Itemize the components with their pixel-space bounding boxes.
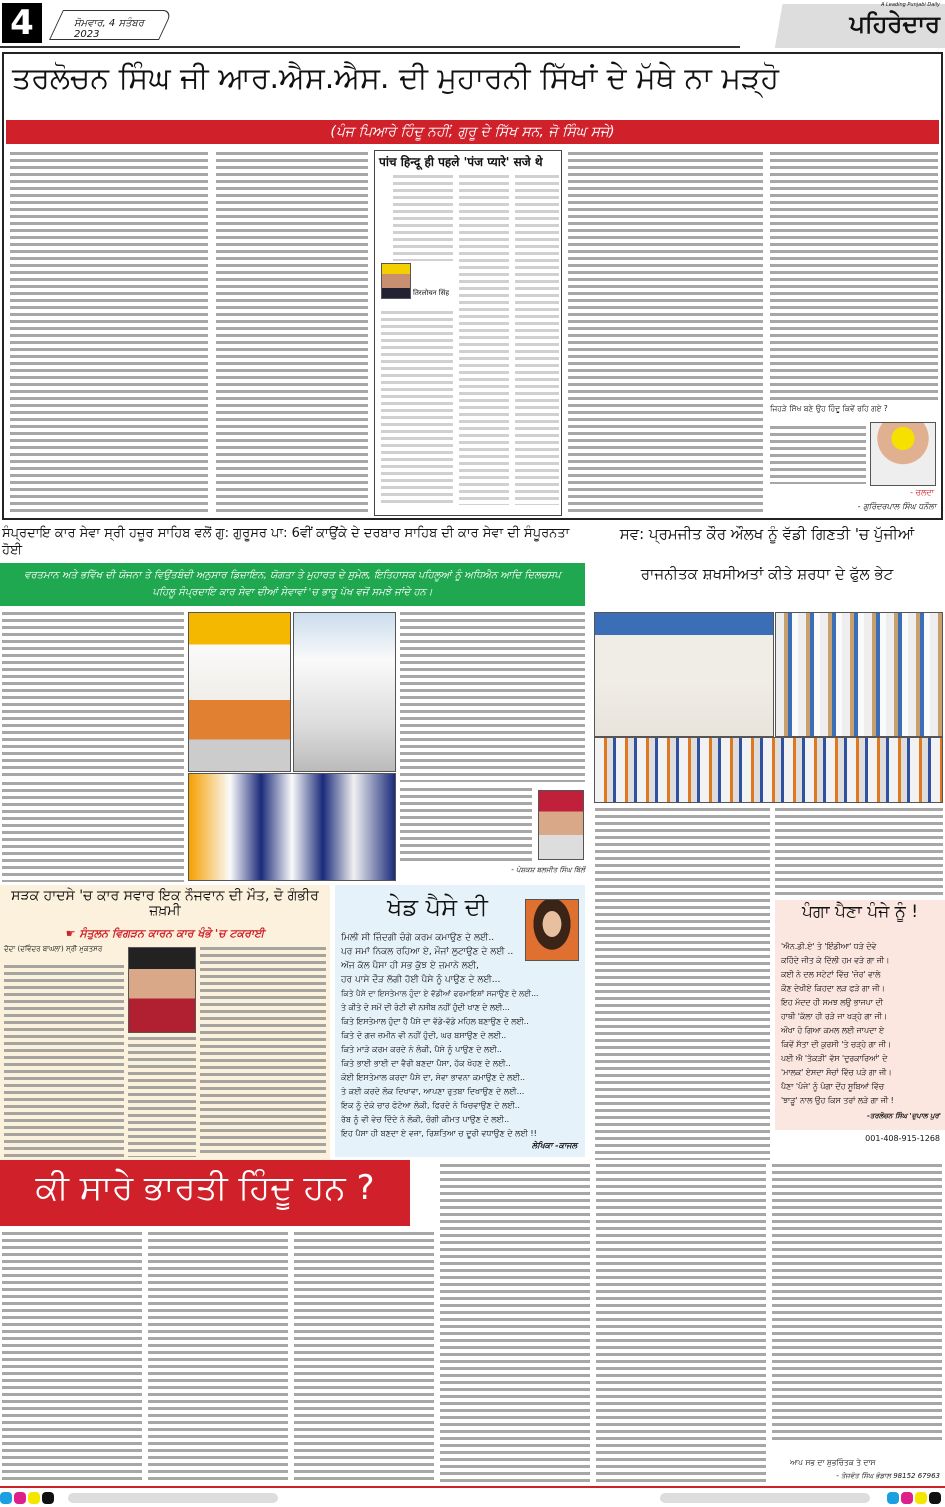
poem-panga-phone: 001-408-915-1268 (865, 1134, 940, 1143)
aulakh-photo-crowd (775, 612, 943, 737)
poem-money (335, 885, 585, 1157)
karsewa-col-2 (400, 612, 585, 782)
poem-line: ਇਹ ਪੈਸਾ ਹੀ ਬਣਦਾ ਏ ਵਜਾ, ਰਿਸ਼ਤਿਆ ਚ ਦੂਰੀ ਵਧਾਉਣ ਦੇ ਲਈ !! (341, 1129, 537, 1138)
hindu-headline-box (0, 1160, 410, 1226)
crash-subhead: ☛ ਸੰਤੁਲਨ ਵਿਗੜਨ ਕਾਰਨ ਕਾਰ ਖੰਭੇ 'ਚ ਟਕਰਾਈ (65, 927, 265, 940)
karsewa-photo-2 (293, 612, 396, 772)
hindu-col-6 (772, 1164, 942, 1444)
author-photo (870, 422, 936, 486)
lead-column-3 (568, 152, 763, 516)
boxed-article (374, 150, 562, 516)
boxed-text (393, 175, 453, 261)
poem-line: ਕਿਤੇ ਮਾੜੇ ਕਰਮ ਕਰਦੇ ਨੇ ਲੋਕੀ, ਪੈਸੇ ਨੂੰ ਪਾਉਣ ਦੇ ਲਈ.. (341, 1045, 502, 1054)
boxed-text (515, 175, 559, 505)
lead-subhead-bar: (ਪੰਜ ਪਿਆਰੇ ਹਿੰਦੂ ਨਹੀਂ, ਗੁਰੂ ਦੇ ਸਿੱਖ ਸਨ, ਜੋ ਸਿੰਘ ਸਜੇ) (6, 120, 939, 144)
cyan-swatch (887, 1492, 899, 1504)
poem-money-lines (341, 931, 579, 1141)
page-number: 4 (2, 3, 42, 43)
lead-closing: ਜਿਹੜੇ ਸਿੱਖ ਬਣੇ ਉਹ ਹਿੰਦੂ ਕਿਵੇਂ ਰਹਿ ਗਏ ? (770, 404, 888, 413)
karsewa-photo-3 (188, 773, 396, 881)
poem-panga-lines (781, 940, 941, 1108)
karsewa-photo-1 (188, 612, 291, 772)
karsewa-col-1 (2, 612, 184, 778)
magenta-swatch (14, 1492, 26, 1504)
crash-col-2 (200, 947, 326, 1157)
footer-rule (0, 1486, 945, 1488)
hindu-col-2 (148, 1232, 288, 1484)
poem-line: 'ਮਾਲਕ' ਏਸਦਾ ਸੋਚਾਂ ਵਿੱਚ ਪੜੇ ਗਾ ਜੀ। (781, 1068, 892, 1077)
date: ਸੋਮਵਾਰ, 4 ਸਤੰਬਰ 2023 (74, 18, 144, 40)
masthead-logo: ਪਹਿਰੇਦਾਰ (849, 10, 940, 38)
poem-line: ਅੱਜ ਕੱਲ ਪੈਸਾ ਹੀ ਸਭ ਕੁੱਝ ਏ ਜ਼ਮਾਨੇ ਲਈ, (341, 961, 479, 971)
aulakh-col-1 (595, 808, 770, 1160)
aulakh-photo-gathering (594, 737, 943, 803)
poem-line: ਇਹ ਮੱਦਦ ਹੀ ਸਮਝ ਲਉ ਭਾਜਪਾ ਦੀ (781, 998, 884, 1007)
aulakh-photo-speakers (594, 612, 774, 737)
hindu-col-4 (440, 1164, 590, 1484)
poem-line: 'ਐਨ.ਡੀ.ਏ' ਤੇ 'ਇੰਡੀਆ' ਧੜੇ ਦੋਵੇ (781, 942, 877, 951)
boxed-headline: पांच हिन्दू ही पहले 'पंज प्यारे' सजे थे (379, 155, 543, 169)
magenta-swatch (901, 1492, 913, 1504)
author-photo (381, 263, 411, 299)
hindu-signoff: ਆਪ ਸਭ ਦਾ ਸ਼ੁਭਚਿੰਤਕ ਤੇ ਦਾਸ (790, 1458, 876, 1467)
poem-line: ਕਈ ਨੇ ਦਲ ਸਟੇਟਾਂ ਵਿੱਚ 'ਜ਼ੋਰ' ਵਾਲੇ (781, 970, 881, 979)
poem-money-title: ਖੇਡ ਪੈਸੇ ਦੀ (387, 893, 488, 921)
poem-line: ਕੋਈ ਇਸਤੇਮਾਲ ਕਰਦਾ ਪੈਸੇ ਦਾ, ਸੇਵਾ ਭਾਵਨਾ ਕਮਾਉਣ ਦੇ ਲਈ.. (341, 1073, 526, 1082)
aulakh-headline-1: ਸਵ: ਪ੍ਰਮਜੀਤ ਕੌਰ ਔਲਖ ਨੂੰ ਵੱਡੀ ਗਿਣਤੀ 'ਚ ਪੁੱਜੀਆਂ (619, 525, 915, 543)
page-header (0, 0, 945, 48)
gray-bar (660, 1493, 870, 1503)
aulakh-col-2 (775, 808, 943, 896)
hindu-headline: ਕੀ ਸਾਰੇ ਭਾਰਤੀ ਹਿੰਦੂ ਹਨ ? (35, 1168, 375, 1208)
lead-tag: - ਚਲਦਾ (910, 488, 934, 497)
karsewa-col-bottom (2, 782, 184, 882)
black-swatch (929, 1492, 941, 1504)
boxed-author: तिरलोचन सिंह (413, 289, 450, 297)
poem-panga-author: -ਤਰਲੋਚਨ ਸਿੰਘ 'ਦੁਪਾਲ ਪੁਰ' (866, 1112, 941, 1120)
karsewa-headline: ਸੰਪ੍ਰਦਾਇ ਕਾਰ ਸੇਵਾ ਸ੍ਰੀ ਹਜ਼ੂਰ ਸਾਹਿਬ ਵਲੋਂ ਗੁ: ਗੁਰੂਸਰ ਪਾ: 6ਵੀਂ ਕਾਉਂਕੇ ਦੇ ਦਰਬਾਰ ਸਾਹਿਬ ਦੀ ਕਾਰ ਸੇਵਾ ਦੀ ਸੰਪੂਰਨਤਾ ਹੋਈ (2, 526, 570, 558)
poem-line: ਤੇ ਕਈ ਕਰਦੇ ਲੋਕ ਦਿਖਾਵਾ, ਆਪਣਾ ਰੁਤਬਾ ਦਿਖਾਉਣ ਦੇ ਲਈ... (341, 1087, 525, 1096)
poem-line: ਮਿਲੀ ਸੀ ਜ਼ਿੰਦਗੀ ਚੰਗੇ ਕਰਮ ਕਮਾਉਣ ਦੇ ਲਈ.. (341, 933, 495, 943)
crash-col-1 (4, 965, 124, 1157)
crash-col-1b (128, 1037, 196, 1157)
lead-column-1 (10, 152, 208, 516)
crash-headline: ਸੜਕ ਹਾਦਸੇ 'ਚ ਕਾਰ ਸਵਾਰ ਇਕ ਨੌਜਵਾਨ ਦੀ ਮੌਤ, ਦੋ ਗੰਭੀਰ ਜ਼ਖ਼ਮੀ (11, 888, 319, 920)
lead-column-4b (770, 426, 866, 484)
color-registration-marks (0, 1492, 945, 1506)
poem-panga (775, 900, 945, 1130)
hindu-col-1 (2, 1232, 142, 1484)
poem-line: ਕਿਤੇ ਇਸਤੇਮਾਲ ਹੁੰਦਾ ਹੈ ਪੈਸੇ ਦਾ ਵੱਡੇ-ਵੱਡੇ ਮਹਿਲ ਬਣਾਉਣ ਦੇ ਲਈ.. (341, 1017, 529, 1026)
poem-line: ਰੱਬ ਨੂੰ ਵੀ ਵੇਚ ਦਿੰਦੇ ਨੇ ਲੋਕੀ, ਚੰਗੀ ਕੀਮਤ ਪਾਉਣ ਦੇ ਲਈ.. (341, 1115, 510, 1124)
crash-victim-photo (128, 947, 196, 1033)
gray-bar (68, 1493, 278, 1503)
poem-line: ਤੇ ਕੀਤੇ ਦੋ ਸਮੇਂ ਦੀ ਰੋਟੀ ਵੀ ਨਸੀਬ ਨਹੀਂ ਹੁੰਦੀ ਖਾਣ ਦੇ ਲਈ... (341, 1003, 510, 1012)
aulakh-headline-2: ਰਾਜਨੀਤਕ ਸ਼ਖਸੀਅਤਾਂ ਕੀਤੇ ਸ਼ਰਧਾ ਦੇ ਫੁੱਲ ਭੇਟ (640, 565, 894, 583)
poem-line: ਪਰ ਸਮਾਂ ਨਿਕਲ ਰਹਿਆ ਏ, ਮੌਜਾਂ ਲੁਟਾਉਣ ਦੇ ਲਈ .. (341, 947, 514, 957)
poem-line: ਕਹਿੰਦੇ ਜੀਤ ਕੇ ਦਿੱਲੀ ਹਮ ਵੜੇ ਗਾ ਜੀ। (781, 956, 890, 965)
boxed-text (381, 311, 453, 507)
hindu-col-5 (596, 1164, 766, 1484)
poem-line: ਹਾਥੀ 'ਕੱਲਾ ਹੀ ਰੜੇ ਜਾ ਖੜ੍ਹੇ ਗਾ ਜੀ। (781, 1012, 888, 1021)
poem-panga-title: ਪੰਗਾ ਪੈਣਾ ਪੰਜੇ ਨੂੰ ! (801, 902, 919, 922)
lead-column-2 (216, 152, 368, 516)
poem-line: ਹਰ ਪਾਸੇ ਦੌੜ ਲੱਗੀ ਹੋਈ ਪੈਸੇ ਨੂੰ ਪਾਉਣ ਦੇ ਲਈ... (341, 975, 501, 985)
lead-byline: - ਗੁਰਿੰਦਰਪਾਲ ਸਿੰਘ ਧਨੌਲਾ (857, 502, 936, 511)
hindu-byline: - ਤੇਜਵੰਤ ਸਿੰਘ ਭੰਡਾਲ 98152 67963 (836, 1472, 940, 1480)
hindu-col-3 (294, 1232, 434, 1484)
lead-article (2, 52, 943, 520)
poem-line: ਕਿਤੇ ਦੋ ਗਜ਼ ਜ਼ਮੀਨ ਵੀ ਨਹੀਂ ਹੁੰਦੀ, ਘਰ ਬਸਾਉਣ ਦੇ ਲਈ.. (341, 1031, 507, 1040)
lead-headline: ਤਰਲੋਚਨ ਸਿੰਘ ਜੀ ਆਰ.ਐਸ.ਐਸ. ਦੀ ਮੁਹਾਰਨੀ ਸਿੱਖਾਂ ਦੇ ਮੱਥੇ ਨਾ ਮੜ੍ਹੋ (12, 61, 780, 96)
poem-line: ਕਿਤੇ ਪੈਸੇ ਦਾ ਇਸਤੇਮਾਲ ਹੁੰਦਾ ਏ ਵੱਡੀਆਂ ਫਰਮਾਇਸ਼ਾਂ ਸਜਾਉਣ ਦੇ ਲਈ... (341, 989, 539, 998)
karsewa-col-2b (400, 788, 532, 862)
black-swatch (42, 1492, 54, 1504)
poem-line: ਪਈ ਐ 'ਤੱਕੜੀ' ਵੱਸ 'ਦੁਰਕਾਰਿਆਂ' ਦੇ (781, 1054, 888, 1063)
tagline: A Leading Punjabi Daily (880, 2, 940, 8)
poem-money-author: ਲੇਖਿਕਾ -ਕਾਜਲ (531, 1141, 577, 1150)
yellow-swatch (915, 1492, 927, 1504)
karsewa-highlight: ਵਰਤਮਾਨ ਅਤੇ ਭਵਿੱਖ ਦੀ ਯੋਜਨਾ ਤੇ ਵਿਉਂਤਬੰਦੀ ਅਨੁਸਾਰ ਡਿਜ਼ਾਇਨ, ਯੋਗਤਾ ਤੇ ਮੁਹਾਰਤ ਦੇ ਸੁਮੇਲ, ਇਤਿਹਾਸਕ ਪਹਿਲੂਆਂ ਨੂੰ ਅਧਿਐਨ ਆਦਿ ਦਿਲਚਸਪ ਪਹਿਲੂ ਸੰਪ੍ਰਦਾਇ ਕਾਰ ਸੇਵਾ ਦੀਆਂ ਸੇਵਾਵਾਂ 'ਚ ਭਾਰੂ ਪੱਖ ਵਜੋਂ ਸਮਝੇ ਜਾਂਦੇ ਹਨ। (0, 563, 585, 606)
boxed-text (459, 175, 509, 505)
poem-line: ਇਕ ਨੂੰ ਦੇਕੇ ਚਾਰ ਫੋਟੋਆ ਲੋਕੀ, ਫਿਰਦੇ ਨੇ ਖਿਚਵਾਉਣ ਦੇ ਲਈ.. (341, 1101, 520, 1110)
poem-line: ਔਖਾ ਹੋ ਗਿਆ ਕਮਲ ਲਈ ਜਾਪਦਾ ਏ (781, 1026, 885, 1035)
poem-line: ਕੌਣ ਦੇਖੀਏ ਕਿਹਦਾ ਲੜ ਫੜੇ ਗਾ ਜੀ। (781, 984, 885, 993)
lead-column-4 (770, 152, 938, 400)
crash-dateline: ਦੋਦਾ (ਦਵਿੰਦਰ ਬਾਘਲਾ) ਸ੍ਰੀ ਮੁਕਤਸਰ (4, 945, 103, 953)
poem-line: ਕਿਤੇ ਭਾਈ ਭਾਈ ਦਾ ਵੈਰੀ ਬਣਦਾ ਪੈਸਾ, ਹੱਕ ਖੋਹਣ ਦੇ ਲਈ.. (341, 1059, 511, 1068)
author-photo (538, 790, 584, 860)
cyan-swatch (0, 1492, 12, 1504)
karsewa-byline: - ਪੇਸ਼ਕਸ਼ ਬਲਜੀਤ ਸਿੰਘ ਬਿੱਲੋਂ (511, 866, 585, 874)
crash-article (0, 885, 330, 1160)
yellow-swatch (28, 1492, 40, 1504)
poem-line: 'ਝਾੜੂ' ਨਾਲ ਉਹ ਕਿਸ ਤਰਾਂ ਲੜੇ ਗਾ ਜੀ ! (781, 1096, 894, 1105)
poem-line: ਪੈਣਾ 'ਪੰਜੇ' ਨੂੰ ਪੰਗਾ ਦੋਂਹ ਸੂਬਿਆਂ ਵਿੱਚ (781, 1082, 885, 1091)
poem-line: ਕਿਵੇਂ ਸੱਤਾ ਦੀ ਕੁਰਸੀ 'ਤੇ ਚੜ੍ਹੇ ਗਾ ਜੀ। (781, 1040, 892, 1049)
